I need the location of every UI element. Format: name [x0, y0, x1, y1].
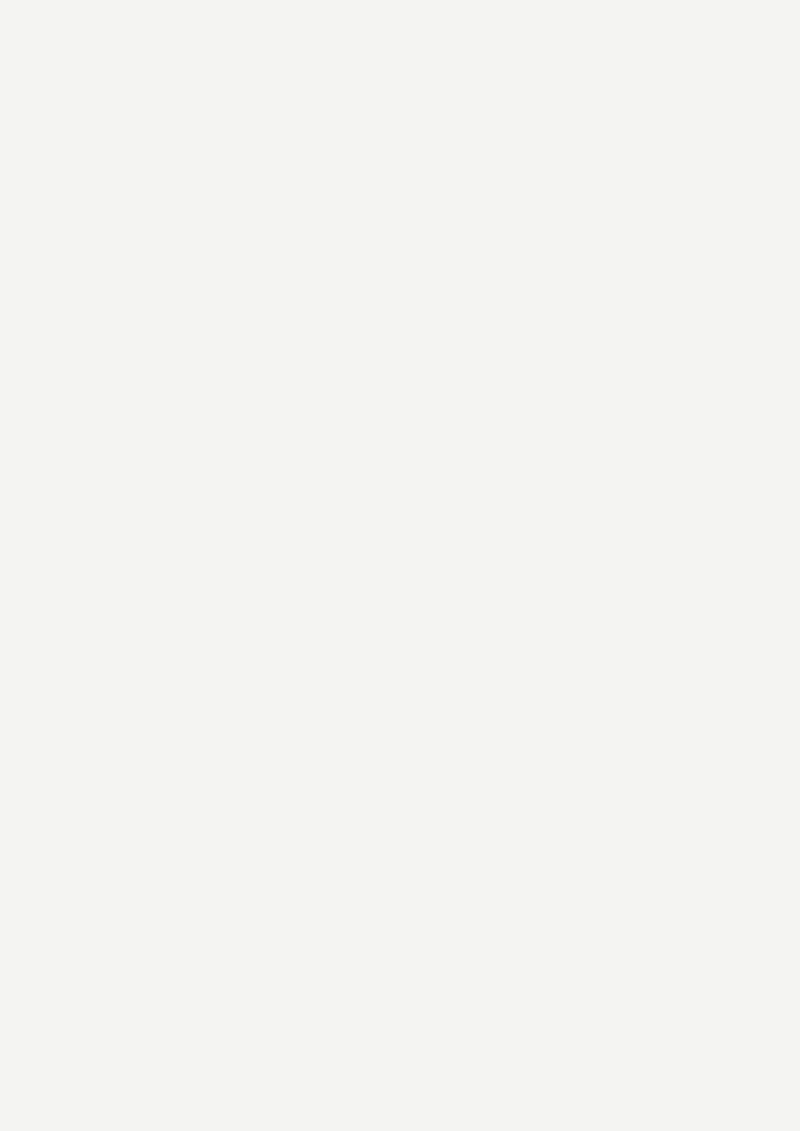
pedigree-connectors [0, 0, 800, 1131]
